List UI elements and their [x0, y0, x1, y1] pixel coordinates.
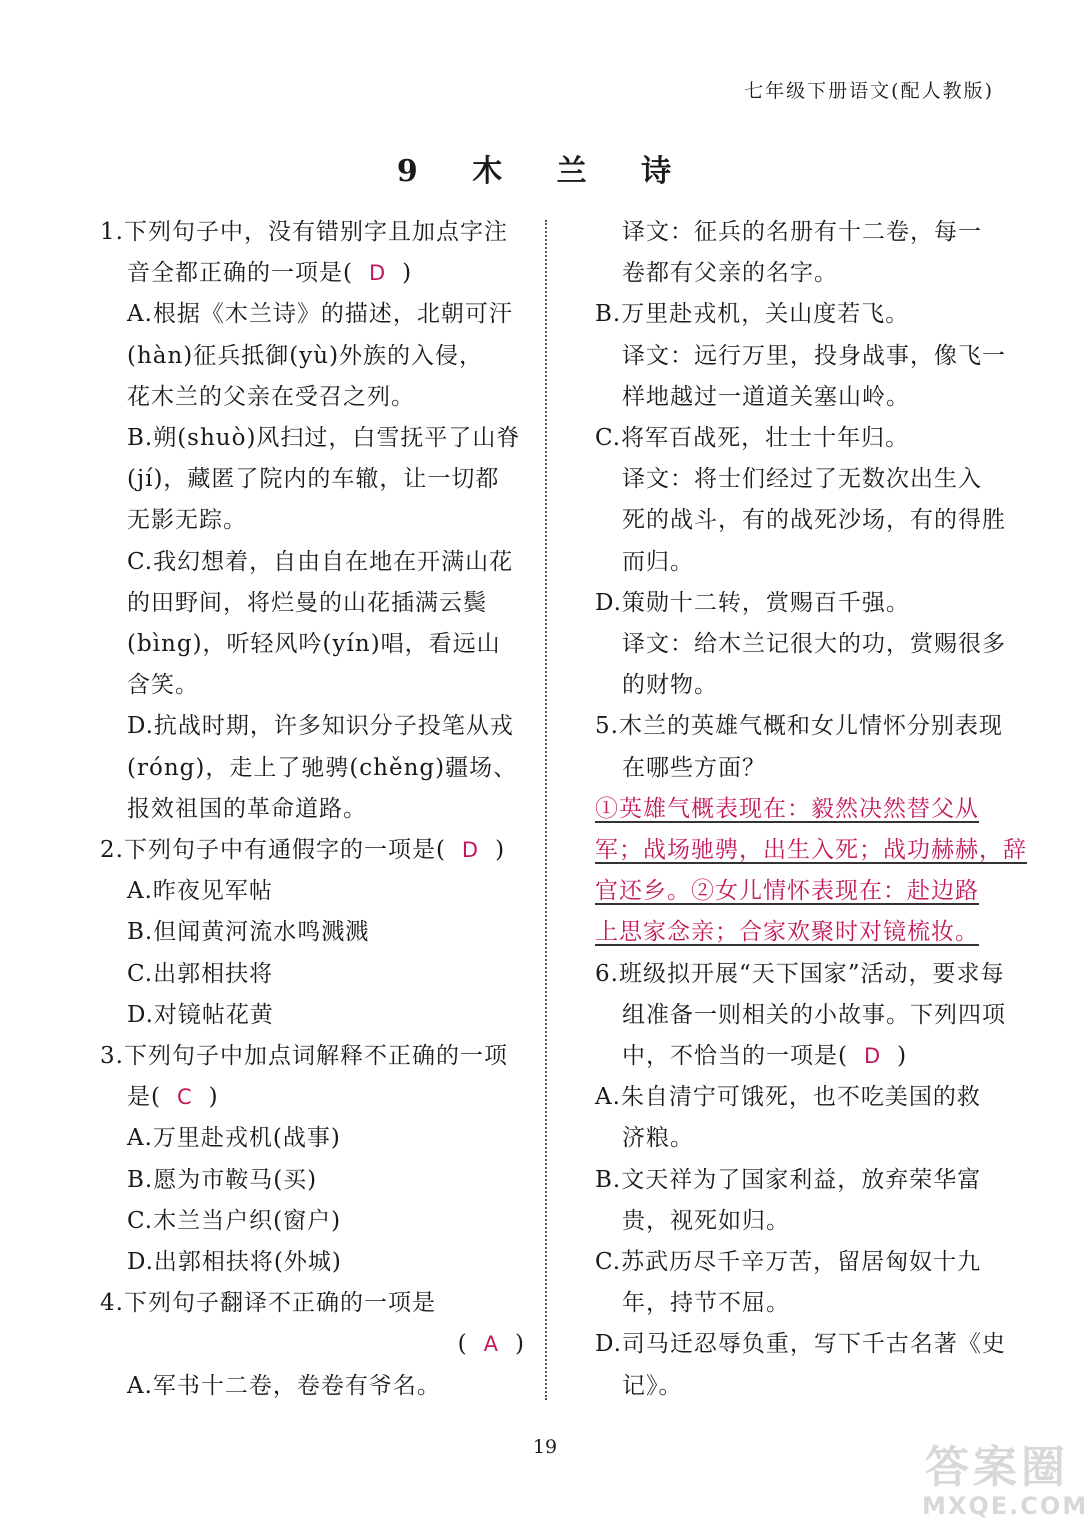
q6-stem-cont: 组准备一则相关的小故事。下列四项 — [622, 1001, 1006, 1028]
q4-translation-c-cont: 死的战斗，有的战死沙场，有的得胜 — [622, 507, 1006, 534]
q3-stem-cont: 是( C ) — [127, 1084, 219, 1111]
q4-translation-c: 译文：将士们经过了无数次出生入 — [622, 466, 982, 493]
q4-translation-a: 译文：征兵的名册有十二卷，每一 — [622, 219, 982, 245]
watermark-logo — [922, 1442, 1089, 1524]
page-number: 19 — [532, 1436, 558, 1458]
q4-option-c: C.将军百战死，壮士十年归。 — [595, 425, 910, 452]
q2-answer: D — [461, 838, 480, 863]
q3-option-c: C.木兰当户织(窗户) — [127, 1207, 342, 1234]
q6-option-b: B.文天祥为了国家利益，放弃荣华富 — [595, 1166, 982, 1193]
q6-option-a: A.朱自清宁可饿死，也不吃美国的救 — [595, 1084, 981, 1111]
q5-stem-cont: 在哪些方面？ — [622, 754, 766, 781]
q6-stem: 6.班级拟开展“天下国家”活动，要求每 — [595, 960, 1005, 987]
q6-answer: D — [863, 1044, 882, 1069]
q2-option-d: D.对镜帖花黄 — [127, 1001, 274, 1028]
q1-option-b: B.朔(shuò)风扫过，白雪抚平了山脊 — [127, 425, 521, 452]
q5-stem: 5.木兰的英雄气概和女儿情怀分别表现 — [595, 713, 1003, 740]
q1-option-c: C.我幻想着，自由自在地在开满山花 — [127, 548, 514, 575]
q2-stem: 2.下列句子中有通假字的一项是( D ) — [100, 837, 506, 864]
q1-option-b-cont: 无影无踪。 — [127, 507, 247, 534]
q5-answer-cont: 军；战场驰骋，出生入死；战功赫赫，辞 — [595, 837, 1027, 864]
q4-option-b: B.万里赴戎机，关山度若飞。 — [595, 301, 910, 328]
q4-answer-line: ( A ) — [457, 1331, 525, 1358]
right-column — [595, 212, 1027, 1407]
lesson-title: 9 木 兰 诗 — [396, 154, 694, 189]
q6-option-c: C.苏武历尽千辛万苦，留居匈奴十九 — [595, 1249, 982, 1276]
q4-translation-a-cont: 卷都有父亲的名字。 — [622, 260, 838, 287]
column-divider — [545, 220, 547, 1400]
q4-stem: 4.下列句子翻译不正确的一项是 — [100, 1290, 436, 1317]
q1-stem-cont: 音全都正确的一项是( D ) — [127, 260, 413, 287]
q3-option-d: D.出郭相扶将(外城) — [127, 1249, 342, 1276]
q6-option-d-cont: 记》。 — [622, 1372, 683, 1399]
q1-option-c-cont: (bìng)，听轻风吟(yín)唱，看远山 — [127, 631, 501, 658]
q1-option-d: D.抗战时期，许多知识分子投笔从戎 — [127, 713, 514, 740]
q1-option-d-cont: (róng)，走上了驰骋(chěng)疆场、 — [127, 754, 518, 781]
left-column — [100, 212, 525, 1407]
q4-translation-b-cont: 样地越过一道道关塞山岭。 — [622, 383, 910, 410]
q1-option-b-cont: (jí)，藏匿了院内的车辙，让一切都 — [127, 466, 500, 493]
q2-option-b: B.但闻黄河流水鸣溅溅 — [127, 919, 370, 946]
q5-answer-cont: 官还乡。②女儿情怀表现在：赴边路 — [595, 878, 979, 905]
q4-option-d: D.策勋十二转，赏赐百千强。 — [595, 589, 910, 616]
q3-option-a: A.万里赴戎机(战事) — [127, 1125, 341, 1152]
q5-answer: ①英雄气概表现在：毅然决然替父从 — [595, 795, 979, 822]
q6-option-b-cont: 贵，视死如归。 — [622, 1207, 790, 1234]
q1-option-c-cont: 的田野间，将烂曼的山花插满云鬓 — [127, 589, 487, 616]
q4-translation-c-cont: 而归。 — [622, 548, 694, 575]
watermark-text: 答案圈 — [925, 1442, 1069, 1493]
q6-option-d: D.司马迁忍辱负重，写下千古名著《史 — [595, 1331, 1006, 1358]
q4-option-a: A.军书十二卷，卷卷有爷名。 — [127, 1372, 441, 1399]
q4-translation-d: 译文：给木兰记很大的功，赏赐很多 — [622, 631, 1006, 658]
q2-option-a: A.昨夜见军帖 — [127, 878, 273, 905]
q5-answer-cont: 上思家念亲；合家欢聚时对镜梳妆。 — [595, 919, 979, 946]
q6-option-c-cont: 年，持节不屈。 — [622, 1290, 790, 1317]
q6-option-a-cont: 济粮。 — [622, 1125, 694, 1152]
q3-answer: C — [176, 1085, 193, 1110]
q4-translation-d-cont: 的财物。 — [622, 672, 718, 699]
q6-stem-cont: 中，不恰当的一项是( D ) — [622, 1043, 908, 1070]
q1-option-d-cont: 报效祖国的革命道路。 — [127, 795, 367, 822]
page-header: 七年级下册语文(配人教版) — [744, 80, 994, 102]
q1-option-a-cont: (hàn)征兵抵御(yù)外族的入侵， — [127, 342, 484, 369]
q1-option-a: A.根据《木兰诗》的描述，北朝可汗 — [127, 301, 513, 328]
q1-answer: D — [368, 261, 387, 286]
q1-option-c-cont: 含笑。 — [127, 672, 199, 699]
watermark-url: MXQE.COM — [922, 1492, 1089, 1520]
q4-answer: A — [483, 1332, 500, 1357]
q3-option-b: B.愿为市鞍马(买) — [127, 1166, 318, 1193]
q1-stem: 1.下列句子中，没有错别字且加点字注 — [100, 219, 508, 245]
q1-option-a-cont: 花木兰的父亲在受召之列。 — [127, 383, 415, 410]
q4-translation-b: 译文：远行万里，投身战事，像飞一 — [622, 342, 1006, 369]
q3-stem: 3.下列句子中加点词解释不正确的一项 — [100, 1043, 508, 1070]
q2-option-c: C.出郭相扶将 — [127, 960, 274, 987]
